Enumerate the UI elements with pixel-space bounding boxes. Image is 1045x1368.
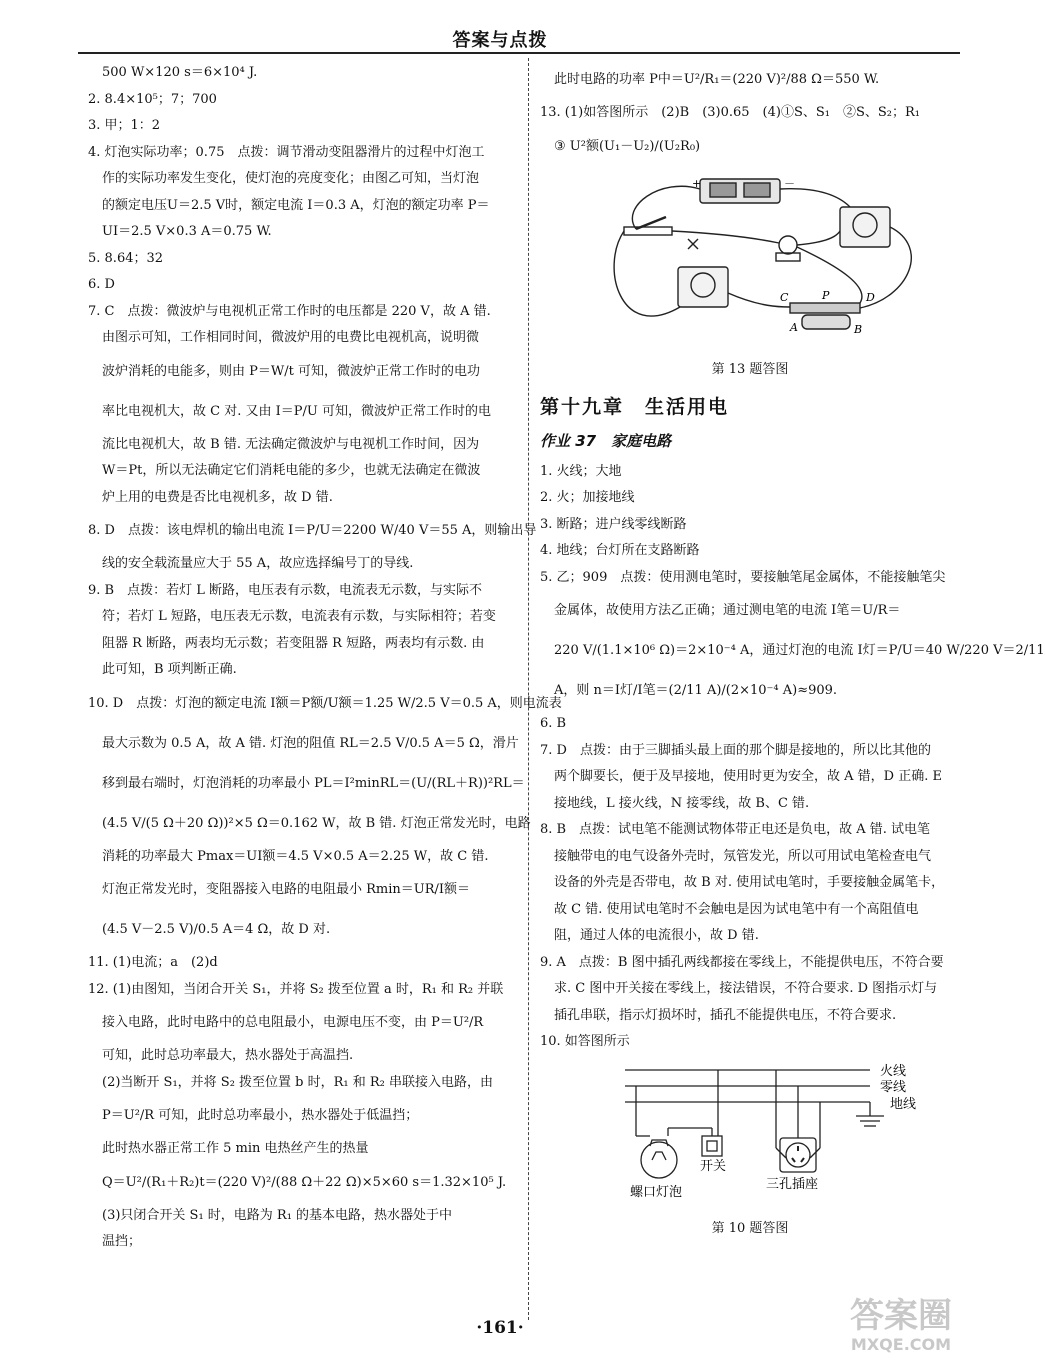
text-line: 流比电视机大，故 B 错. 无法确定微波炉与电视机工作时间，因为 xyxy=(102,436,480,452)
text-line: ③ U²额(U₁－U₂)/(U₂R₀) xyxy=(554,138,701,154)
text-line: 阻器 R 断路，两表均无示数；若变阻器 R 短路，两表均有示数. 由 xyxy=(102,635,485,651)
text-line: 500 W×120 s＝6×10⁴ J. xyxy=(102,65,258,80)
text-line: 作的实际功率发生变化，使灯泡的亮度变化；由图乙可知，当灯泡 xyxy=(102,171,480,186)
text-line: W＝Pt，所以无法确定它们消耗电能的多少，也就无法确定在微波 xyxy=(102,463,481,478)
text-line: 炉上用的电费是否比电视机多，故 D 错. xyxy=(102,489,333,505)
battery-cell-1 xyxy=(710,183,736,197)
text-line: 12. (1)由图知，当闭合开关 S₁，并将 S₂ 拨至位置 a 时，R₁ 和 R₂ 并联 xyxy=(88,981,504,997)
watermark-logo xyxy=(826,1296,976,1358)
text-line: 可知，此时总功率最大，热水器处于高温挡. xyxy=(102,1048,354,1063)
text-line: A，则 n＝I灯/I笔＝(2/11 A)/(2×10⁻⁴ A)≈909. xyxy=(554,683,838,698)
rheostat-bar xyxy=(790,303,860,313)
text-line: 1. 火线；大地 xyxy=(540,463,622,479)
figure-10-caption: 第 10 题答图 xyxy=(711,1221,789,1236)
page-number: ·161· xyxy=(476,1318,524,1338)
text-line: 消耗的功率最大 Pmax＝UI额＝4.5 V×0.5 A＝2.25 W，故 C 错. xyxy=(102,848,489,864)
neutral-wire-label: 零线 xyxy=(880,1079,907,1095)
text-line: 4. 灯泡实际功率；0.75 点拨：调节滑动变阻器滑片的过程中灯泡工 xyxy=(88,144,485,160)
text-line: 220 V/(1.1×10⁶ Ω)＝2×10⁻⁴ A，通过灯泡的电流 I灯＝P/U＝40 W/220 V＝2/11 xyxy=(554,643,1045,658)
switch-label: 开关 xyxy=(700,1158,727,1174)
text-line: 故 C 错. 使用试电笔时不会触电是因为试电笔中有一个高阻值电 xyxy=(554,901,919,917)
text-line: 9. A 点拨：B 图中插孔两线都接在零线上，不能提供电压，不符合要 xyxy=(540,954,944,970)
live-wire-label: 火线 xyxy=(880,1063,907,1079)
text-line: 最大示数为 0.5 A，故 A 错. 灯泡的阻值 RL＝2.5 V/0.5 A＝5 Ω，滑片 xyxy=(102,735,519,751)
text-line: 2. 火；加接地线 xyxy=(540,490,635,505)
text-line: 两个脚要长，便于及早接地，使用时更为安全，故 A 错，D 正确. E xyxy=(554,769,942,784)
text-line: 的额定电压U＝2.5 V时，额定电流 I＝0.3 A，灯泡的额定功率 P＝ xyxy=(102,197,490,213)
text-line: 7. C 点拨：微波炉与电视机正常工作时的电压都是 220 V，故 A 错. xyxy=(88,303,491,319)
switch-base xyxy=(624,227,672,235)
bulb-label: 螺口灯泡 xyxy=(630,1184,683,1200)
socket-ground-lead xyxy=(810,1148,820,1158)
text-line: 6. D xyxy=(88,277,115,292)
text-line: 13. (1)如答图所示 (2)B (3)0.65 (4)①S、S₁ ②S、S₂；R₁ xyxy=(540,105,921,120)
text-line: 10. D 点拨：灯泡的额定电流 I额＝P额/U额＝1.25 W/2.5 V＝0.5 A，则电流表 xyxy=(88,695,562,711)
text-line: 8. B 点拨：试电笔不能测试物体带正电还是负电，故 A 错. 试电笔 xyxy=(540,822,931,837)
text-line: 设备的外壳是否带电，故 B 对. 使用试电笔时，手要接触金属笔卡， xyxy=(554,875,945,890)
wire xyxy=(614,231,680,316)
bulb-glass xyxy=(641,1142,677,1178)
household-wiring-diagram xyxy=(540,1056,960,1206)
text-line: 插孔串联，指示灯损坏时，插孔不能提供电压，不符合要求. xyxy=(554,1007,897,1023)
chapter-title: 第十九章 生活用电 xyxy=(540,395,730,418)
figure-13-circuit xyxy=(540,167,960,358)
section-title: 作业 37 家庭电路 xyxy=(540,432,672,450)
figure-10-wiring xyxy=(540,1056,960,1217)
socket-live-lead xyxy=(776,1148,786,1158)
text-line: 阻，通过人体的电流很小，故 D 错. xyxy=(554,928,759,943)
text-line: 3. 甲；1：2 xyxy=(88,118,161,133)
text-line: (2)当断开 S₁，并将 S₂ 拨至位置 b 时，R₁ 和 R₂ 串联接入电路，由 xyxy=(102,1074,494,1090)
text-line: 此时电路的功率 P中＝U²/R₁＝(220 V)²/88 Ω＝550 W. xyxy=(554,72,880,87)
text-line: 由图示可知，工作相同时间，微波炉用的电费比电视机高，说明微 xyxy=(102,330,480,345)
wire xyxy=(780,188,850,206)
text-line: 6. B xyxy=(540,716,567,731)
text-line: P＝U²/R 可知，此时总功率最小，热水器处于低温挡； xyxy=(102,1108,419,1123)
watermark-text-top: 答案圈 xyxy=(850,1296,952,1336)
text-line: 求. C 图中开关接在零线上，接法错误，不符合要求. D 图指示灯与 xyxy=(554,981,938,996)
text-line: 金属体，故使用方法乙正确；通过测电笔的电流 I笔＝U/R＝ xyxy=(554,603,901,618)
text-line: 符；若灯 L 短路，电压表无示数，电流表有示数，与实际相符；若变 xyxy=(102,609,496,624)
page-header-title: 答案与点拨 xyxy=(452,30,548,51)
watermark-text-bottom: MXQE.COM xyxy=(850,1335,952,1354)
header-rule xyxy=(78,52,960,54)
terminal-b-label: B xyxy=(854,322,863,336)
text-line: 4. 地线；台灯所在支路断路 xyxy=(540,543,700,558)
text-line: (4.5 V－2.5 V)/0.5 A＝4 Ω，故 D 对. xyxy=(102,922,331,937)
battery-plus-label: + xyxy=(692,176,702,190)
terminal-d-label: D xyxy=(866,290,875,304)
text-line: UI＝2.5 V×0.3 A＝0.75 W. xyxy=(102,224,272,239)
bulb-filament xyxy=(652,1152,666,1160)
text-line: 10. 如答图所示 xyxy=(540,1034,630,1049)
text-line: 波炉消耗的电能多，则由 P＝W/t 可知，微波炉正常工作时的电功 xyxy=(102,363,480,379)
text-line: 11. (1)电流；a (2)d xyxy=(88,955,218,970)
terminal-a-label: A xyxy=(790,320,798,334)
ground-wire-label: 地线 xyxy=(890,1096,917,1112)
switch-key xyxy=(707,1141,717,1151)
figure-13-caption: 第 13 题答图 xyxy=(711,362,789,377)
socket-label: 三孔插座 xyxy=(766,1176,819,1192)
column-divider xyxy=(528,58,529,1320)
battery-minus-label: － xyxy=(784,176,795,190)
text-line: 8. D 点拨：该电焊机的输出电流 I＝P/U＝2200 W/40 V＝55 A，则输出导 xyxy=(88,523,537,538)
slider-p-label: P xyxy=(822,288,830,302)
switch-box xyxy=(702,1136,722,1156)
text-line: 7. D 点拨：由于三脚插头最上面的那个脚是接地的，所以比其他的 xyxy=(540,742,931,758)
text-line: Q＝U²/(R₁＋R₂)t＝(220 V)²/(88 Ω＋22 Ω)×5×60 s＝1.32×10⁵ J. xyxy=(102,1174,507,1190)
text-line: 5. 乙；909 点拨：使用测电笔时，要接触笔尾金属体，不能接触笔尖 xyxy=(540,569,946,585)
text-line: (4.5 V/(5 Ω＋20 Ω))²×5 Ω＝0.162 W，故 B 错. 灯泡正常发光时，电路 xyxy=(102,815,531,831)
text-line: 9. B 点拨：若灯 L 断路，电压表有示数，电流表无示数，与实际不 xyxy=(88,582,482,598)
text-line: 温挡； xyxy=(102,1234,142,1249)
socket-pin-n xyxy=(801,1158,804,1162)
wire xyxy=(797,247,862,303)
rheostat-coil xyxy=(802,315,850,329)
text-line: (3)只闭合开关 S₁ 时，电路为 R₁ 的基本电路，热水器处于中 xyxy=(102,1207,453,1223)
socket-pin-l xyxy=(792,1158,795,1162)
text-line: 移到最右端时，灯泡消耗的功率最小 PL＝I²minRL＝(U/(RL＋R))²RL＝ xyxy=(102,775,525,791)
circuit-diagram xyxy=(540,167,960,347)
text-line: 接触带电的电气设备外壳时，氖管发光，所以可用试电笔检查电气 xyxy=(554,848,932,864)
text-line: 3. 断路；进户线零线断路 xyxy=(540,516,687,532)
text-line: 接入电路，此时电路中的总电阻最小，电源电压不变，由 P＝U²/R xyxy=(102,1015,484,1030)
terminal-c-label: C xyxy=(780,290,789,304)
text-line: 接地线，L 接火线，N 接零线，故 B、C 错. xyxy=(554,795,810,811)
text-line: 2. 8.4×10⁵；7；700 xyxy=(88,91,217,107)
text-line: 线的安全载流量应大于 55 A，故应选择编号丁的导线. xyxy=(102,556,414,571)
wire xyxy=(632,186,700,229)
wire xyxy=(797,231,840,245)
text-line: 此时热水器正常工作 5 min 电热丝产生的热量 xyxy=(102,1141,369,1156)
text-line: 5. 8.64；32 xyxy=(88,250,164,266)
text-line: 此可知，B 项判断正确. xyxy=(102,662,237,677)
wire xyxy=(672,231,779,243)
lamp-socket xyxy=(779,236,797,254)
text-line: 灯泡正常发光时，变阻器接入电路的电阻最小 Rmin＝UR/I额＝ xyxy=(102,882,471,897)
text-line: 率比电视机大，故 C 对. 又由 I＝P/U 可知，微波炉正常工作时的电 xyxy=(102,403,491,419)
right-column xyxy=(540,60,1045,1243)
battery-cell-2 xyxy=(744,183,770,197)
